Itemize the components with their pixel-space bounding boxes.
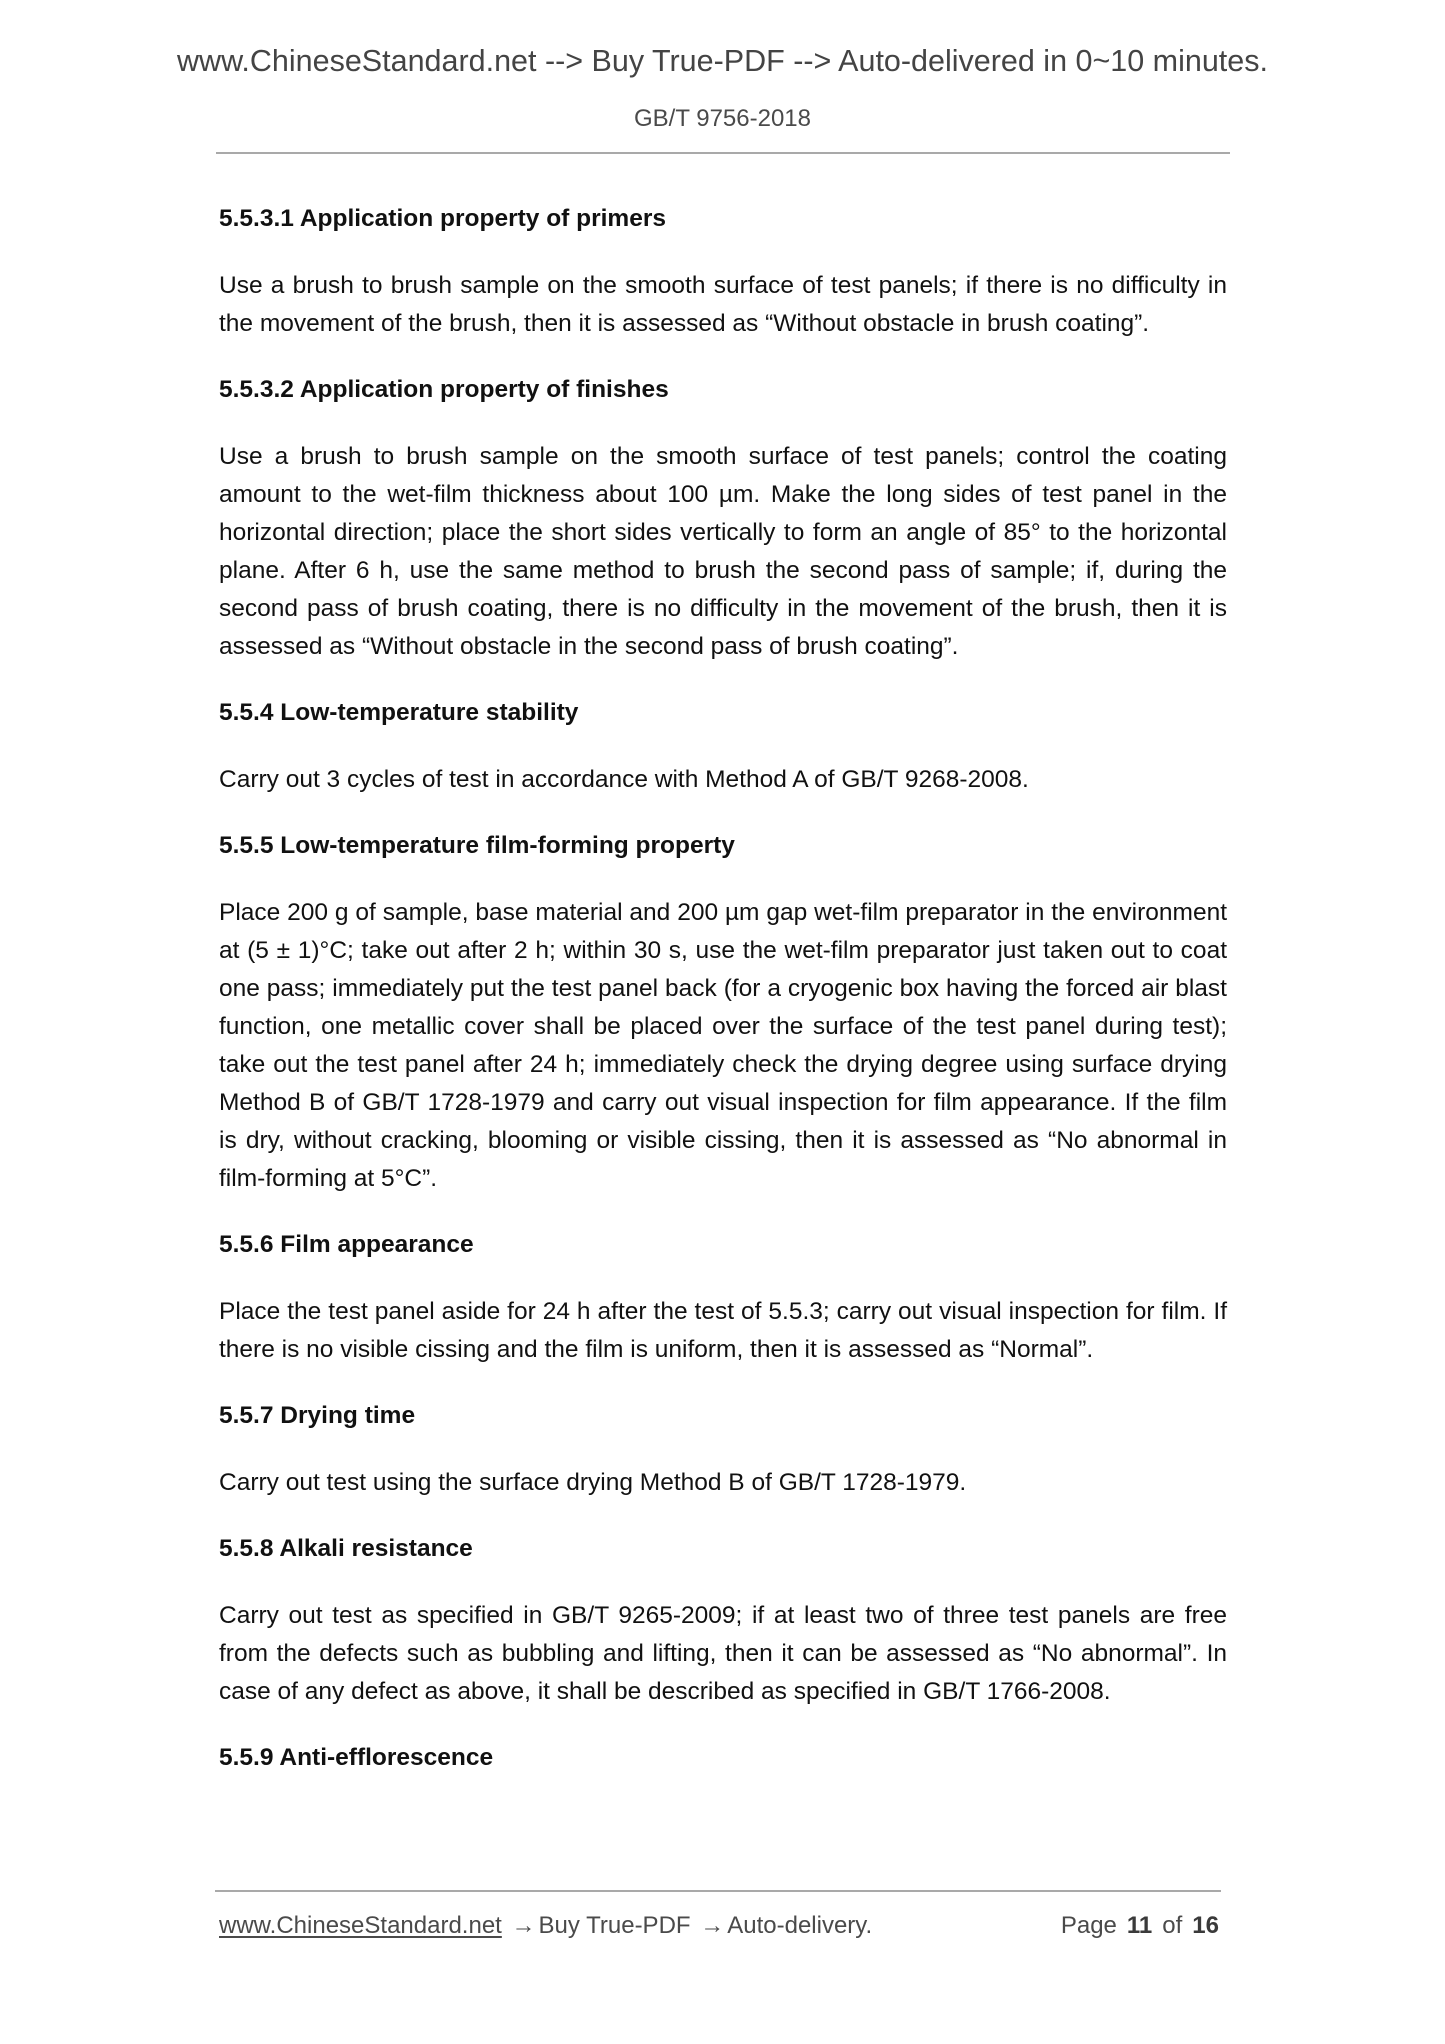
buy-true-pdf-text: Buy True-PDF xyxy=(538,1912,691,1939)
section-paragraph: Carry out test using the surface drying Method B of GB/T 1728-1979. xyxy=(219,1469,967,1496)
section-paragraph: Place 200 g of sample, base material and 200 µm gap wet-film preparator in the environment at (5 ± 1)°C; take out after 2 h; within 30 s, use the wet-film preparator just taken out to coat one pass; immediately put the test panel back (for a cryogenic box having the forced air blast function, one metallic cover shall be placed over the surface of the test panel during test); take out the test panel after 24 h; immediately check the drying degree using surface drying Method B of GB/T 1728-1979 and carry out visual inspection for film appearance. If the film is dry, without cracking, blooming or visible cissing, then it is assessed as “No abnormal in film-forming at 5°C”. xyxy=(219,899,1227,1192)
section-5-5-9 xyxy=(219,1739,1227,1777)
page-indicator xyxy=(1061,1911,1219,1941)
document-body xyxy=(219,200,1227,1806)
section-5-5-6 xyxy=(219,1226,1227,1369)
section-heading: 5.5.9 Anti-efflorescence xyxy=(219,1744,494,1771)
section-heading: 5.5.6 Film appearance xyxy=(219,1231,474,1258)
section-heading: 5.5.5 Low-temperature film-forming property xyxy=(219,832,735,859)
arrow-right-icon: → xyxy=(700,1912,725,1939)
section-paragraph: Place the test panel aside for 24 h after the test of 5.5.3; carry out visual inspection for film. If there is no visible cissing and the film is uniform, then it is assessed as “Normal”. xyxy=(219,1298,1227,1363)
section-heading: 5.5.4 Low-temperature stability xyxy=(219,699,579,726)
page-label: Page xyxy=(1060,1912,1117,1939)
arrow-right-icon: → xyxy=(511,1912,536,1939)
section-5-5-5 xyxy=(219,827,1227,1198)
section-5-5-4 xyxy=(219,694,1227,799)
of-label: of xyxy=(1162,1912,1183,1939)
section-heading: 5.5.8 Alkali resistance xyxy=(219,1535,473,1562)
site-link[interactable]: www.ChineseStandard.net xyxy=(219,1912,502,1939)
total-page-number: 16 xyxy=(1192,1912,1219,1939)
auto-delivery-text: Auto-delivery. xyxy=(727,1912,873,1939)
section-heading: 5.5.7 Drying time xyxy=(219,1402,416,1429)
footer-divider xyxy=(215,1890,1221,1892)
section-paragraph: Use a brush to brush sample on the smooth surface of test panels; if there is no difficulty in the movement of the brush, then it is assessed as “Without obstacle in brush coating”. xyxy=(219,272,1227,337)
section-5-5-7 xyxy=(219,1397,1227,1502)
section-5-5-3-2 xyxy=(219,371,1227,666)
site-banner: www.ChineseStandard.net --> Buy True-PDF --> Auto-delivered in 0~10 minutes. xyxy=(177,44,1268,78)
header-divider xyxy=(216,152,1230,154)
section-5-5-8 xyxy=(219,1530,1227,1711)
section-paragraph: Carry out test as specified in GB/T 9265-2009; if at least two of three test panels are free from the defects such as bubbling and lifting, then it can be assessed as “No abnormal”. In case of any defect as above, it shall be described as specified in GB/T 1766-2008. xyxy=(219,1602,1227,1705)
section-paragraph: Carry out 3 cycles of test in accordance with Method A of GB/T 9268-2008. xyxy=(219,766,1029,793)
page-footer xyxy=(219,1911,1221,1941)
section-heading: 5.5.3.2 Application property of finishes xyxy=(219,376,669,403)
section-5-5-3-1 xyxy=(219,200,1227,343)
section-heading: 5.5.3.1 Application property of primers xyxy=(219,205,667,232)
section-paragraph: Use a brush to brush sample on the smooth surface of test panels; control the coating amount to the wet-film thickness about 100 µm. Make the long sides of test panel in the horizontal direction; place the short sides vertically to form an angle of 85° to the horizontal plane. After 6 h, use the same method to brush the second pass of sample; if, during the second pass of brush coating, there is no difficulty in the movement of the brush, then it is assessed as “Without obstacle in the second pass of brush coating”. xyxy=(219,443,1227,660)
current-page-number: 11 xyxy=(1126,1912,1153,1939)
document-code: GB/T 9756-2018 xyxy=(633,105,811,132)
